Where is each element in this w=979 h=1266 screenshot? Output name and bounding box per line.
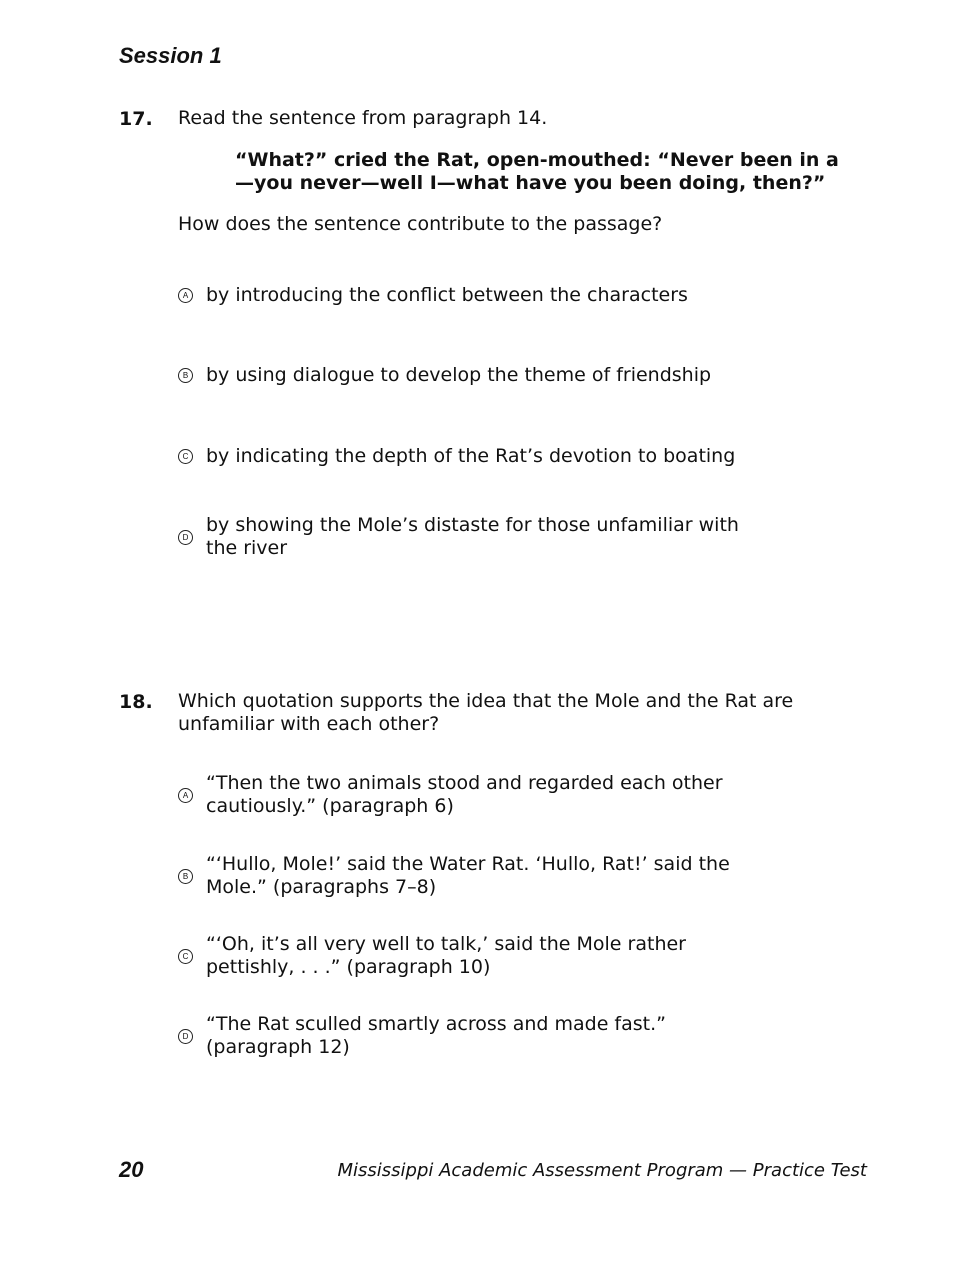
option-line: “‘Hullo, Mole!’ said the Water Rat. ‘Hullo, Rat!’ said the [206, 853, 730, 875]
option-bubble[interactable]: C [178, 949, 193, 964]
option-text [206, 772, 766, 818]
option-bubble[interactable]: B [178, 869, 193, 884]
option-text [206, 853, 766, 899]
option-line: “The Rat sculled smartly across and made fast.” [206, 1013, 666, 1035]
option-bubble[interactable]: D [178, 1029, 193, 1044]
option-bubble[interactable]: A [178, 288, 193, 303]
option-line: “‘Oh, it’s all very well to talk,’ said the Mole rather [206, 933, 686, 955]
option-line: pettishly, . . .” (paragraph 10) [206, 956, 491, 978]
option-line: by showing the Mole’s distaste for those unfamiliar with [206, 514, 739, 536]
session-heading: Session 1 [119, 43, 222, 68]
question-intro: Read the sentence from paragraph 14. [178, 107, 548, 129]
option-bubble[interactable]: A [178, 788, 193, 803]
question-stem [178, 690, 818, 736]
answer-option-d[interactable] [178, 514, 778, 560]
footer-program-title: Mississippi Academic Assessment Program — Practice Test [337, 1160, 867, 1181]
option-text [206, 514, 766, 560]
option-text [206, 1013, 766, 1059]
option-text [206, 933, 766, 979]
quote-line: “What?” cried the Rat, open-mouthed: “Never been in a [235, 149, 839, 171]
answer-option-d[interactable] [178, 1013, 778, 1059]
answer-option-c[interactable] [178, 445, 778, 468]
answer-option-a[interactable] [178, 284, 778, 307]
option-line: the river [206, 537, 288, 559]
question-stem: How does the sentence contribute to the passage? [178, 213, 663, 235]
option-line: cautiously.” (paragraph 6) [206, 795, 454, 817]
answer-option-b[interactable] [178, 853, 778, 899]
option-line: (paragraph 12) [206, 1036, 350, 1058]
quoted-sentence [235, 149, 855, 195]
option-text: by introducing the conflict between the characters [206, 284, 688, 306]
answer-option-a[interactable] [178, 772, 778, 818]
option-text: by using dialogue to develop the theme of friendship [206, 364, 712, 386]
option-bubble[interactable]: B [178, 368, 193, 383]
quote-line: —you never—well I—what have you been doing, then?” [235, 172, 826, 194]
option-text: by indicating the depth of the Rat’s devotion to boating [206, 445, 736, 467]
option-line: “Then the two animals stood and regarded each other [206, 772, 723, 794]
answer-option-c[interactable] [178, 933, 778, 979]
option-bubble[interactable]: D [178, 530, 193, 545]
question-line: Which quotation supports the idea that the Mole and the Rat are [178, 690, 794, 712]
question-number: 18. [119, 691, 153, 713]
option-line: Mole.” (paragraphs 7–8) [206, 876, 437, 898]
answer-option-b[interactable] [178, 364, 778, 387]
question-line: unfamiliar with each other? [178, 713, 440, 735]
question-number: 17. [119, 108, 153, 130]
page-number: 20 [119, 1157, 144, 1182]
option-bubble[interactable]: C [178, 449, 193, 464]
